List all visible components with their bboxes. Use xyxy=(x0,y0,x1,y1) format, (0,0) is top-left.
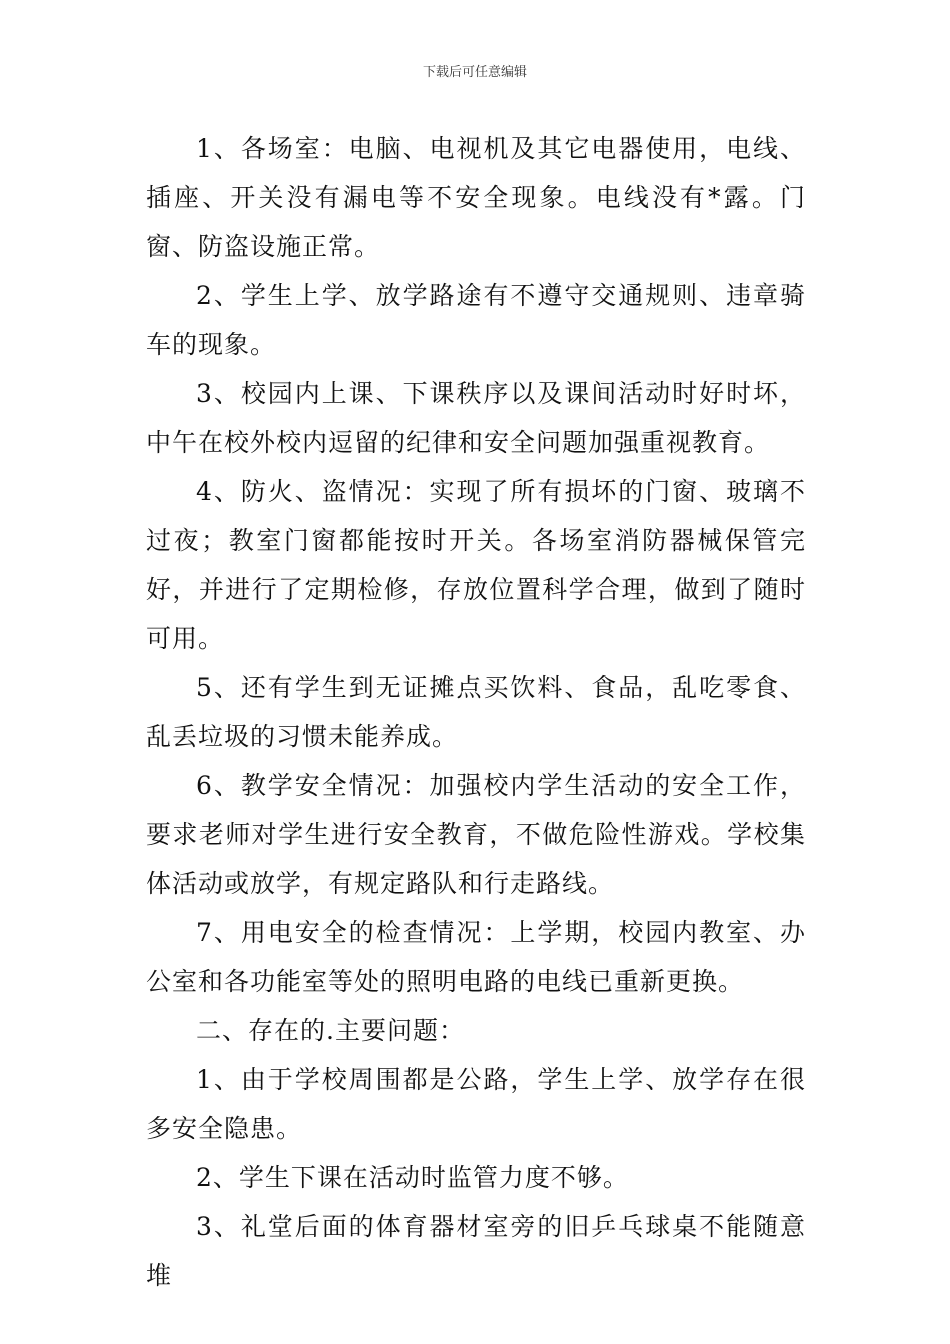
paragraph-item-5: 5、还有学生到无证摊点买饮料、食品，乱吃零食、乱丢垃圾的习惯未能养成。 xyxy=(146,673,806,751)
section-heading-problems: 二、存在的.主要问题： xyxy=(196,1016,465,1045)
paragraph-item-3: 3、校园内上课、下课秩序以及课间活动时好时坏，中午在校外校内逗留的纪律和安全问题加强重视教育。 xyxy=(146,379,806,457)
paragraph-item-4: 4、防火、盗情况：实现了所有损坏的门窗、玻璃不过夜；教室门窗都能按时开关。各场室消防器械保管完好，并进行了定期检修，存放位置科学合理，做到了随时可用。 xyxy=(146,477,806,653)
problem-item-1: 1、由于学校周围都是公路，学生上学、放学存在很多安全隐患。 xyxy=(146,1065,806,1143)
paragraph-item-2: 2、学生上学、放学路途有不遵守交通规则、违章骑车的现象。 xyxy=(146,281,806,359)
problem-item-3: 3、礼堂后面的体育器材室旁的旧乒乓球桌不能随意堆 xyxy=(146,1212,806,1290)
paragraph-item-7: 7、用电安全的检查情况：上学期，校园内教室、办公室和各功能室等处的照明电路的电线已重新更换。 xyxy=(146,918,806,996)
problem-item-2: 2、学生下课在活动时监管力度不够。 xyxy=(196,1163,629,1192)
paragraph-item-6: 6、教学安全情况：加强校内学生活动的安全工作，要求老师对学生进行安全教育，不做危险性游戏。学校集体活动或放学，有规定路队和行走路线。 xyxy=(146,771,806,898)
paragraph-item-1: 1、各场室：电脑、电视机及其它电器使用，电线、插座、开关没有漏电等不安全现象。电线没有*露。门窗、防盗设施正常。 xyxy=(146,134,806,261)
header-note: 下载后可任意编辑 xyxy=(422,65,527,80)
document-body xyxy=(146,124,806,1300)
